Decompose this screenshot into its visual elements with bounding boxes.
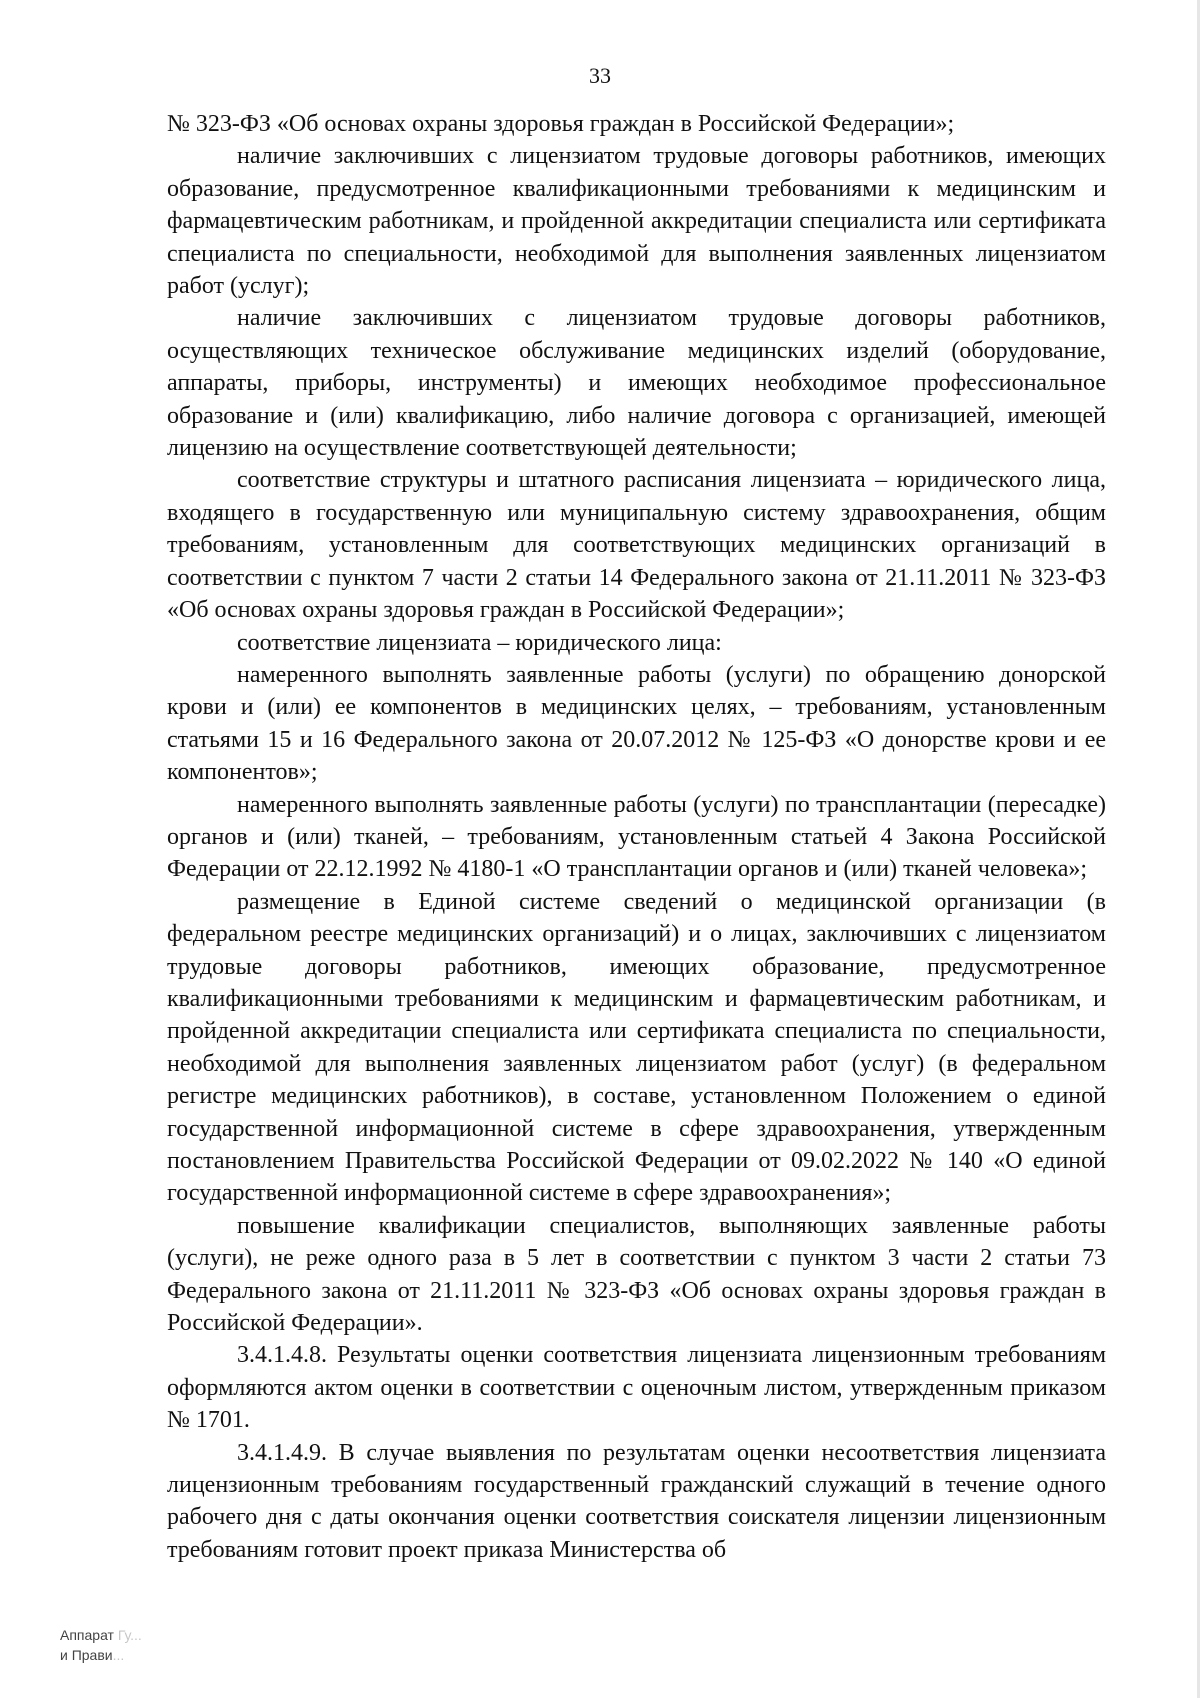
paragraph-structure-staffing: соответствие структуры и штатного расписания лицензиата – юридического лица, входящего в государственную или муниципальную систему здравоохранения, общим требованиям, установленным для соответствующих медицинских организаций в соответствии с пунктом 7 части 2 статьи 14 Федерального закона от 21.11.2011 № 323-ФЗ «Об основах охраны здоровья граждан в Российской Федерации»;: [167, 467, 1106, 624]
paragraph-legal-entity-compliance: соответствие лицензиата – юридического лица:: [237, 629, 722, 656]
paragraph-continuation: № 323-ФЗ «Об основах охраны здоровья граждан в Российской Федерации»;: [167, 111, 955, 137]
paragraph-3-4-1-4-9: 3.4.1.4.9. В случае выявления по результатам оценки несоответствия лицензиата лицензионным требованиям государственный гражданский служащий в течение одного рабочего дня с даты окончания оценки соответствия соискателя лицензии лицензионным требованиям готовит проект приказа Министерства об: [167, 1439, 1106, 1563]
paragraph-technical-maintenance: наличие заключивших с лицензиатом трудовые договоры работников, осуществляющих техническое обслуживание медицинских изделий (оборудование, аппараты, приборы, инструменты) и имеющих необходимое профессиональное образование и (или) квалификацию, либо наличие договора с организацией, имеющей лицензию на осуществление соответствующей деятельности;: [167, 305, 1106, 462]
paragraph-donor-blood: намеренного выполнять заявленные работы (услуги) по обращению донорской крови и (или) ее компонентов в медицинских целях, – требованиям, установленным статьями 15 и 16 Федерального закона от 20.07.2012 № 125-ФЗ «О донорстве крови и ее компонентов»;: [167, 661, 1106, 786]
document-body: [167, 108, 1106, 1566]
paragraph-qualification-improvement: повышение квалификации специалистов, выполняющих заявленные работы (услуги), не реже одного раза в 5 лет в соответствии с пунктом 3 части 2 статьи 73 Федерального закона от 21.11.2011 № 323-ФЗ «Об основах охраны здоровья граждан в Российской Федерации».: [167, 1212, 1106, 1337]
paragraph-transplantation: намеренного выполнять заявленные работы (услуги) по трансплантации (пересадке) органов и (или) тканей, – требованиям, установленным статьей 4 Закона Российской Федерации от 22.12.1992 № 4180-1 «О трансплантации органов и (или) тканей человека»;: [167, 791, 1106, 883]
paragraph-staff-education: наличие заключивших с лицензиатом трудовые договоры работников, имеющих образование, предусмотренное квалификационными требованиями к медицинским и фармацевтическим работникам, и пройденной аккредитации специалиста или сертификата специалиста по специальности, необходимой для выполнения заявленных лицензиатом работ (услуг);: [167, 143, 1106, 300]
office-stamp: [60, 1625, 142, 1665]
stamp-line-2: и Прави...: [60, 1647, 125, 1663]
stamp-line-1: Аппарат Гу...: [60, 1627, 142, 1643]
paragraph-unified-system-placement: размещение в Единой системе сведений о медицинской организации (в федеральном реестре медицинских организаций) и о лицах, заключивших с лицензиатом трудовые договоры работников, имеющих образование, предусмотренное квалификационными требованиями к медицинским и фармацевтическим работникам, и пройденной аккредитации специалиста или сертификата специалиста по специальности, необходимой для выполнения заявленных лицензиатом работ (услуг) (в федеральном регистре медицинских работников), в составе, установленном Положением о единой государственной информационной системе в сфере здравоохранения, утвержденным постановлением Правительства Российской Федерации от 09.02.2022 № 140 «О единой государственной информационной системе в сфере здравоохранения»;: [167, 888, 1106, 1207]
page-number: 33: [589, 63, 611, 88]
paragraph-3-4-1-4-8: 3.4.1.4.8. Результаты оценки соответствия лицензиата лицензионным требованиям оформляются актом оценки в соответствии с оценочным листом, утвержденным приказом № 1701.: [167, 1342, 1106, 1434]
